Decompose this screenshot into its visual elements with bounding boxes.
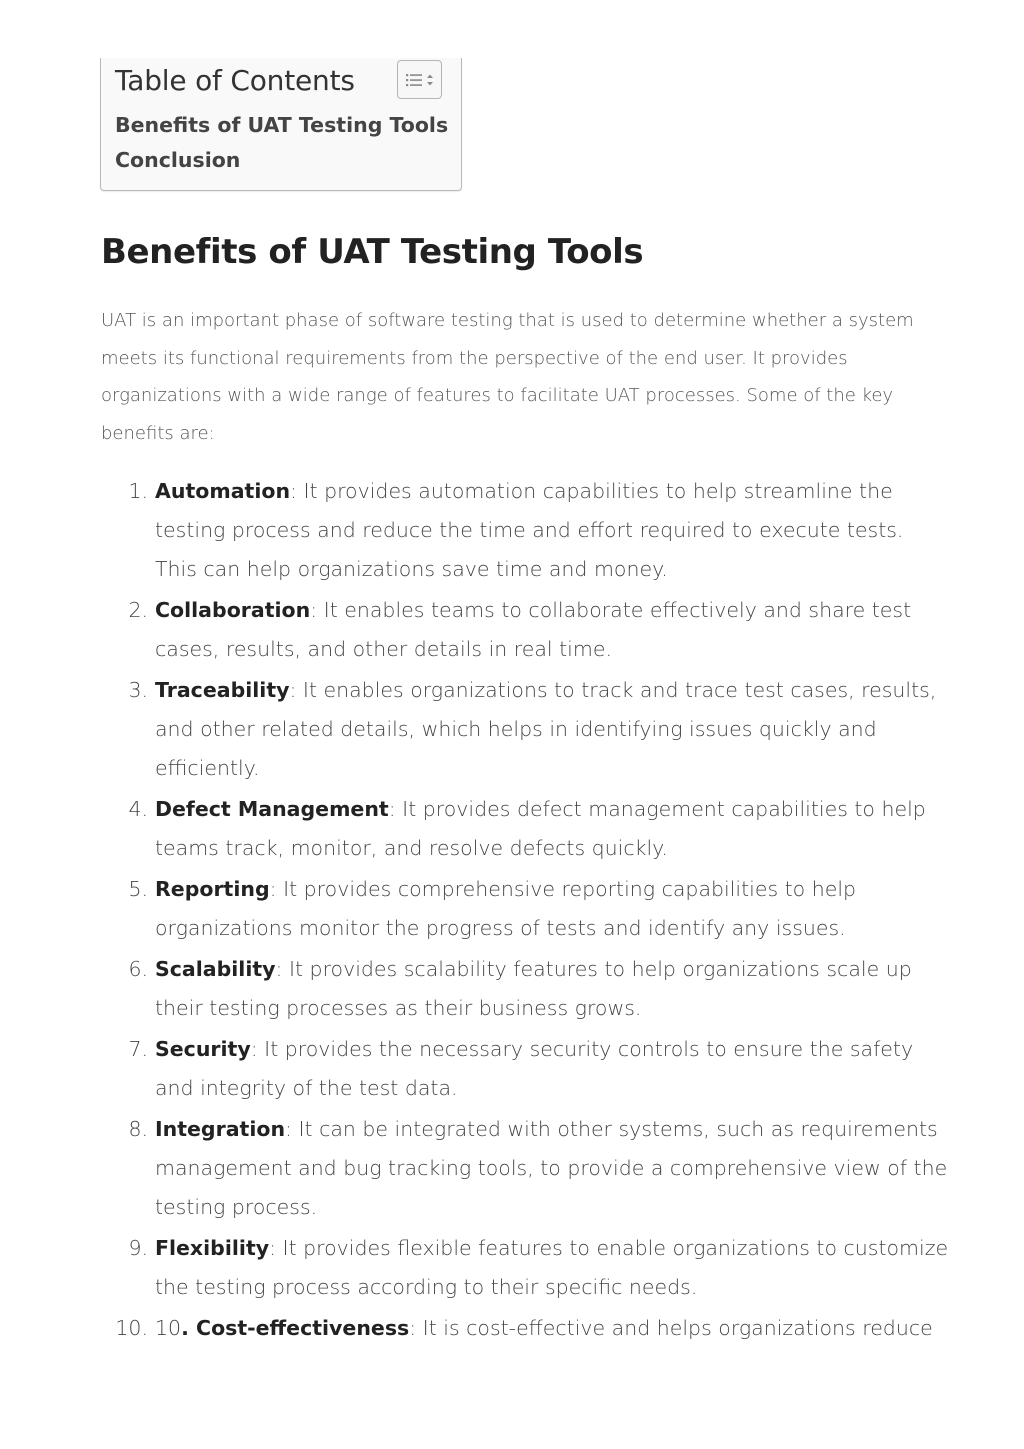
list-number: 5. (128, 877, 148, 901)
benefit-description: : It provides flexible features to enable organizations to customize the testing process according to their specific needs. (155, 1236, 949, 1299)
toc-link-conclusion[interactable]: Conclusion (115, 148, 241, 172)
list-number: 7. (128, 1037, 148, 1061)
list-number: 6. (128, 957, 148, 981)
toc-title: Table of Contents (115, 64, 355, 97)
benefit-item (100, 1309, 950, 1348)
benefit-description: : It can be integrated with other systems, such as requirements management and bug tracking tools, to provide a comprehensive view of the testing process. (155, 1117, 948, 1219)
benefit-term: Integration (155, 1117, 286, 1141)
list-number: 3. (128, 678, 148, 702)
benefit-description: : It enables teams to collaborate effectively and share test cases, results, and other details in real time. (155, 598, 912, 661)
benefits-list (100, 472, 950, 1350)
benefit-description: : It provides defect management capabilities to help teams track, monitor, and resolve defects quickly. (155, 797, 926, 860)
benefit-item (100, 1229, 950, 1307)
benefit-prefix: 10 (155, 1316, 182, 1340)
list-number: 8. (128, 1117, 148, 1141)
list-number: 10. (115, 1316, 148, 1340)
benefit-item (100, 671, 950, 788)
table-of-contents (100, 58, 462, 191)
benefit-term: Defect Management (155, 797, 389, 821)
benefit-term: Scalability (155, 957, 276, 981)
toc-toggle-button[interactable] (397, 60, 442, 99)
benefit-term: Flexibility (155, 1236, 270, 1260)
benefit-item (100, 1110, 950, 1227)
benefit-term: Automation (155, 479, 291, 503)
benefit-description: : It provides automation capabilities to help streamline the testing process and reduce the time and effort required to execute tests. This can help organizations save time and money. (155, 479, 904, 581)
section-heading: Benefits of UAT Testing Tools (101, 232, 644, 272)
benefit-item (100, 790, 950, 868)
list-toggle-icon (403, 70, 437, 90)
benefit-description: : It enables organizations to track and trace test cases, results, and other related details, which helps in identifying issues quickly and efficiently. (155, 678, 937, 780)
benefit-description: : It provides the necessary security controls to ensure the safety and integrity of the test data. (155, 1037, 914, 1100)
toc-link-benefits[interactable]: Benefits of UAT Testing Tools (115, 113, 449, 137)
benefit-description: : It provides scalability features to help organizations scale up their testing processes as their business grows. (155, 957, 912, 1020)
benefit-item (100, 950, 950, 1028)
toc-link-list (115, 108, 448, 178)
benefit-term: Collaboration (155, 598, 311, 622)
benefit-term: . Cost-effectiveness (181, 1316, 410, 1340)
list-number: 2. (128, 598, 148, 622)
list-number: 9. (128, 1236, 148, 1260)
benefit-item (100, 472, 950, 589)
benefit-item (100, 870, 950, 948)
benefit-term: Traceability (155, 678, 290, 702)
benefit-item (100, 591, 950, 669)
benefit-term: Reporting (155, 877, 270, 901)
benefit-item (100, 1030, 950, 1108)
benefit-description: : It is cost-effective and helps organizations reduce (409, 1316, 933, 1340)
intro-paragraph: UAT is an important phase of software testing that is used to determine whether a system meets its functional requirements from the perspective of the end user. It provides organizations with a wide range of features to facilitate UAT processes. Some of the key benefits are: (101, 310, 914, 444)
benefit-description: : It provides comprehensive reporting capabilities to help organizations monitor the progress of tests and identify any issues. (155, 877, 857, 940)
list-number: 4. (128, 797, 148, 821)
benefit-term: Security (155, 1037, 251, 1061)
list-number: 1. (128, 479, 148, 503)
